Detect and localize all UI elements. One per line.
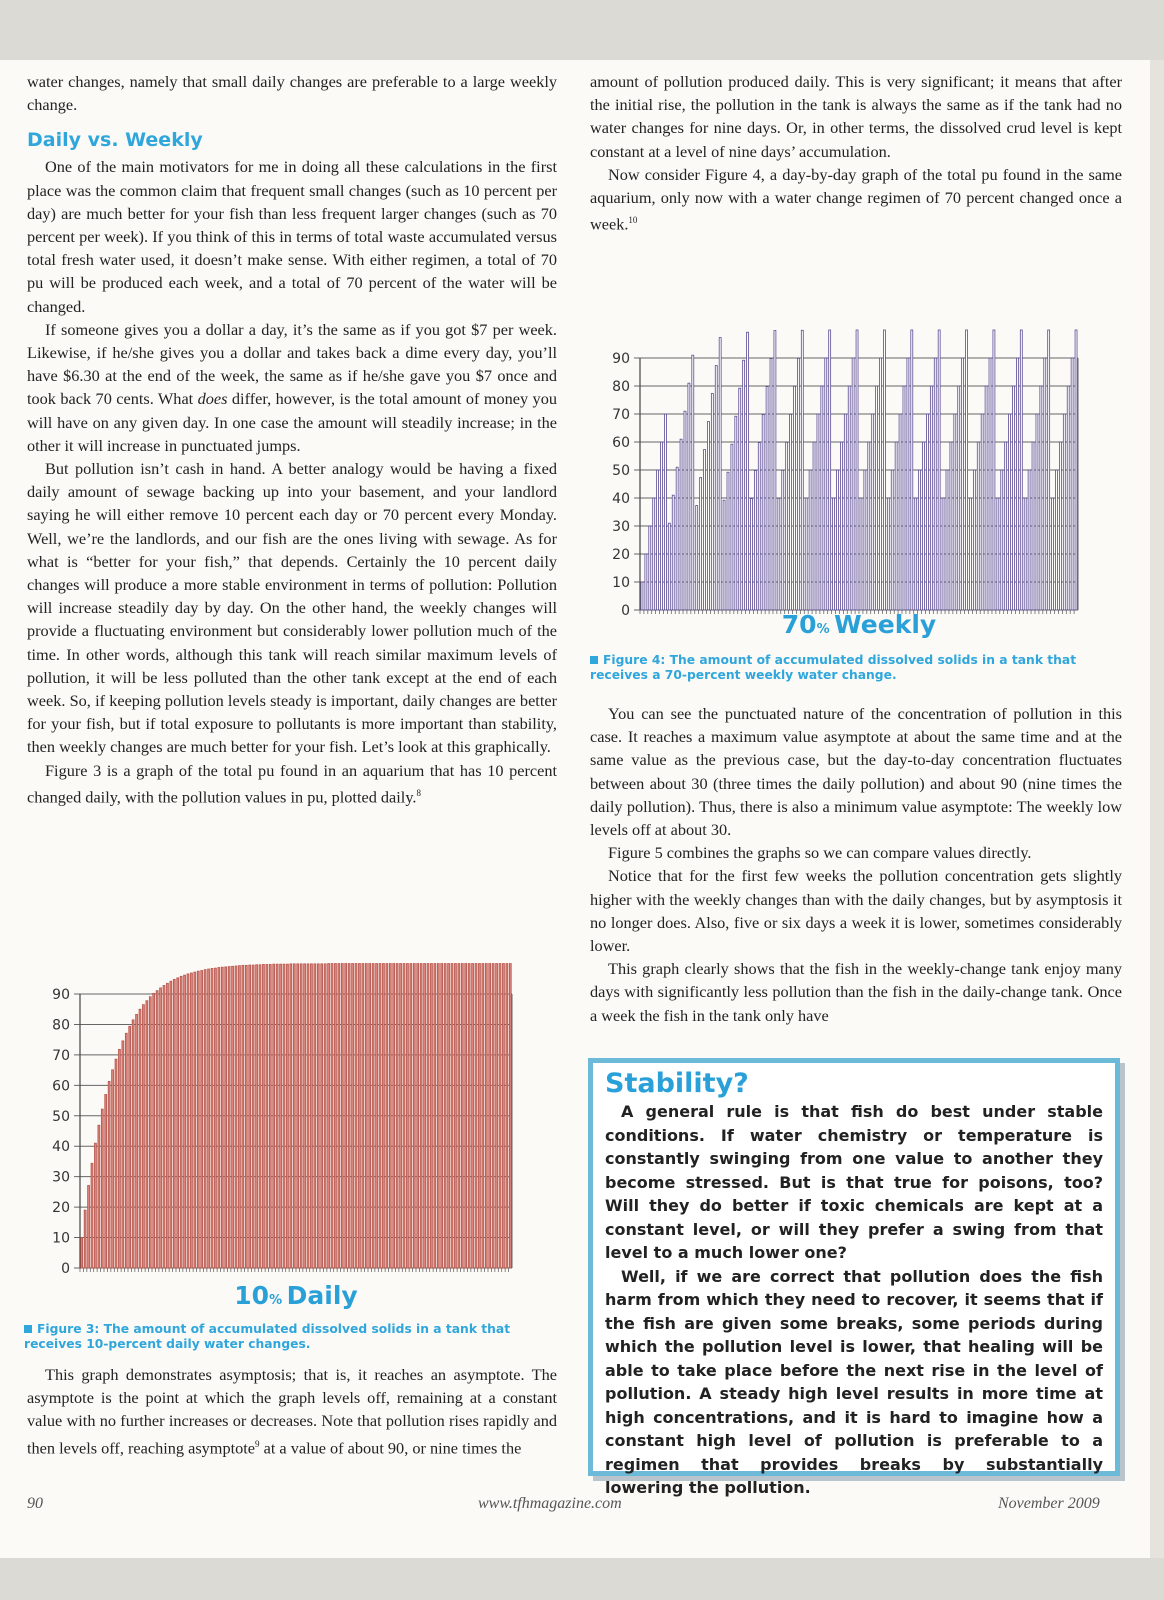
bar (472, 964, 474, 1268)
y-tick-label: 20 (52, 1200, 70, 1217)
bar (427, 964, 429, 1268)
bar (208, 969, 210, 1268)
bar (852, 358, 854, 610)
bar (225, 967, 227, 1268)
bar (352, 964, 354, 1268)
bar (276, 964, 278, 1268)
right-paragraph-4: Notice that for the first few weeks the pollution concentration gets slightly higher with the weekly changes than with the daily changes, but by asymptosis it no longer does. Also, five or six days a week it is lower, sometimes considerably lower. (590, 866, 1122, 956)
bar (778, 498, 780, 610)
bar (641, 582, 643, 610)
bar (204, 970, 206, 1268)
bar (1048, 330, 1050, 610)
bar (160, 988, 162, 1268)
bar (502, 964, 504, 1268)
bar (758, 443, 760, 610)
bar (774, 331, 776, 610)
bar (424, 964, 426, 1268)
figure-4-svg (610, 345, 1120, 645)
bar (441, 964, 443, 1268)
figure-4-caption: Figure 4: The amount of accumulated dissolved solids in a tank that receives a 70-percent weekly water change. (590, 653, 1077, 682)
bar (304, 964, 306, 1268)
bar (719, 338, 721, 610)
bar (977, 442, 979, 610)
bar (184, 975, 186, 1268)
bar (132, 1020, 134, 1268)
bar (966, 330, 968, 610)
bar (211, 968, 213, 1268)
bar (283, 964, 285, 1268)
bar (454, 964, 456, 1268)
bar (1067, 386, 1069, 610)
bar (715, 366, 717, 610)
bar (129, 1026, 131, 1268)
bar (105, 1094, 107, 1268)
bar (228, 967, 230, 1268)
bar (465, 964, 467, 1268)
bar (376, 964, 378, 1268)
bar (903, 386, 905, 610)
right-paragraph-2: You can see the punctuated nature of the concentration of pollution in this case. It reaches a maximum value asymptote at about the same time and at the same value as the previous case, but the day-to-day concentration fluctuates between about 30 (three times the daily pollution) and about 90 (nine times the daily pollution). Thus, there is also a minimum value asymptote: The weekly low levels off at about 30. (590, 704, 1122, 840)
left-column-bottom (27, 1363, 557, 1459)
bar (475, 964, 477, 1268)
bar (809, 470, 811, 610)
y-tick-label: 50 (612, 463, 630, 479)
bar (1040, 386, 1042, 610)
bar (156, 991, 158, 1268)
bar (386, 964, 388, 1268)
bar (232, 966, 234, 1268)
bar (153, 993, 155, 1268)
bar (786, 442, 788, 610)
bar (676, 467, 678, 610)
bar (790, 414, 792, 610)
bar (645, 554, 647, 610)
bar (766, 387, 768, 610)
bar (1071, 358, 1073, 610)
bar (314, 964, 316, 1268)
bar (81, 1238, 83, 1268)
bar (661, 442, 663, 610)
bar (509, 964, 511, 1268)
bar (468, 964, 470, 1268)
bar (915, 498, 917, 610)
bar (406, 964, 408, 1268)
bar (451, 964, 453, 1268)
bar (434, 964, 436, 1268)
y-tick-label: 30 (612, 519, 630, 535)
bar (1036, 414, 1038, 610)
caption-marker-icon (590, 656, 598, 664)
bar (899, 414, 901, 610)
sidebar-paragraph-1: A general rule is that fish do best under stable conditions. If water chemistry or temperature is constantly swinging from one value to another they become stressed. But is that true for poisons, too? Will they do better if toxic chemicals are kept at a constant level, or will they prefer a swing from that level to a much lower one? (605, 1102, 1103, 1262)
bar (829, 330, 831, 610)
bar (266, 964, 268, 1268)
right-paragraph-5: This graph clearly shows that the fish in the weekly-change tank enjoy many days with significantly less pollution than the fish in the daily-change tank. Once a week the fish in the tank only have (590, 959, 1122, 1025)
bar (238, 966, 240, 1268)
bar (269, 964, 271, 1268)
sidebar-title: Stability? (605, 1068, 749, 1099)
bar (307, 964, 309, 1268)
bar (891, 470, 893, 610)
bar (664, 414, 666, 610)
right-paragraph-1: Now consider Figure 4, a day-by-day graph of the total pu found in the same aquarium, only now with a water change regimen of 70 percent changed once a week.$^{10}$ (590, 164, 1122, 234)
bar (739, 388, 741, 610)
bar (341, 964, 343, 1268)
bar (1044, 358, 1046, 610)
bar (876, 386, 878, 610)
bar (317, 964, 319, 1268)
bar (458, 964, 460, 1268)
figure-3-chart (22, 976, 562, 1311)
sidebar-paragraph-2: Well, if we are correct that pollution does the fish harm from which they need to recover, it seems that if the fish are given some breaks, some periods during which the pollution level is lower, that healing will be able to take place before the next rise in the level of pollution. A steady high level results in more time at high concentrations, and it is hard to imagine how a constant high level of pollution is preferable to a regimen that provides breaks by substantially lowering the pollution. (605, 1266, 1103, 1497)
bar (1016, 358, 1018, 610)
bar (396, 964, 398, 1268)
bar (293, 964, 295, 1268)
bar (848, 386, 850, 610)
bar (1028, 470, 1030, 610)
bar (382, 964, 384, 1268)
bar (926, 414, 928, 610)
stability-sidebar (588, 1058, 1120, 1497)
bar (139, 1009, 141, 1268)
bar (122, 1041, 124, 1268)
caption-marker-icon (24, 1325, 32, 1333)
bar (1032, 442, 1034, 610)
bar (413, 964, 415, 1268)
bar (482, 964, 484, 1268)
bar (1001, 470, 1003, 610)
left-paragraph-5: This graph demonstrates asymptosis; that is, it reaches an asymptote. The asymptote is the point at which the graph levels off, remaining at a constant value with no further increases or decreases. Note that pollution rises rapidly and then levels off, reaching asymptote$^9$ at a value of about 90, or nine times the (27, 1365, 557, 1458)
bar (170, 981, 172, 1268)
bar (101, 1109, 103, 1268)
bar (328, 964, 330, 1268)
bar (249, 965, 251, 1268)
figure-3-caption: Figure 3: The amount of accumulated dissolved solids in a tank that receives 10-percent daily water changes. (24, 1322, 511, 1351)
bar (290, 964, 292, 1268)
bar (833, 498, 835, 610)
y-tick-label: 90 (52, 987, 70, 1003)
left-column (27, 70, 557, 809)
bar (782, 470, 784, 610)
y-tick-label: 60 (612, 435, 630, 451)
bar (864, 470, 866, 610)
bar (297, 964, 299, 1268)
bar (973, 470, 975, 610)
y-tick-label: 20 (612, 547, 630, 563)
bar (805, 498, 807, 610)
bar (400, 964, 402, 1268)
chart-series-label: 70% Weekly (781, 610, 937, 639)
bar (1012, 386, 1014, 610)
bar (668, 523, 670, 610)
bar (727, 472, 729, 610)
bar (1020, 330, 1022, 610)
bar (680, 439, 682, 610)
bar (214, 968, 216, 1268)
bar (692, 355, 694, 610)
bar (362, 964, 364, 1268)
section-heading: Daily vs. Weekly (27, 129, 203, 152)
bar (754, 471, 756, 610)
bar (950, 442, 952, 610)
y-tick-label: 50 (52, 1108, 70, 1125)
y-tick-label: 70 (52, 1047, 70, 1064)
y-tick-label: 10 (52, 1230, 70, 1247)
bar (492, 964, 494, 1268)
bar (684, 411, 686, 610)
bar (649, 526, 651, 610)
bar (696, 506, 698, 610)
y-tick-label: 10 (612, 575, 630, 591)
bar (762, 415, 764, 610)
bar (194, 972, 196, 1268)
bar (88, 1185, 90, 1268)
bar (338, 964, 340, 1268)
bar (485, 964, 487, 1268)
bar (506, 964, 508, 1268)
bar (985, 386, 987, 610)
bar (997, 498, 999, 610)
bar (197, 971, 199, 1268)
bar (379, 964, 381, 1268)
bar (653, 498, 655, 610)
bar (499, 964, 501, 1268)
bar (365, 964, 367, 1268)
bar (1009, 414, 1011, 610)
y-tick-label: 40 (612, 491, 630, 507)
right-column-top (590, 70, 1122, 236)
bar (981, 414, 983, 610)
chart-series-label: 10% Daily (234, 1281, 358, 1310)
bar (242, 965, 244, 1268)
website-url: www.tfhmagazine.com (478, 1495, 622, 1512)
bar (934, 358, 936, 610)
figure-3-svg (22, 976, 562, 1311)
bar (907, 358, 909, 610)
bar (461, 964, 463, 1268)
bar (235, 966, 237, 1268)
right-paragraph-3: Figure 5 combines the graphs so we can compare values directly. (608, 843, 1032, 863)
bar (324, 964, 326, 1268)
right-column-bottom (590, 702, 1122, 1027)
bar (448, 964, 450, 1268)
bar (911, 330, 913, 610)
bar (221, 967, 223, 1268)
figure-4-chart (610, 345, 1120, 645)
bar (1059, 442, 1061, 610)
bar (817, 414, 819, 610)
bar (259, 965, 261, 1268)
bar (672, 495, 674, 610)
bar (190, 973, 192, 1268)
bar (946, 470, 948, 610)
bar (262, 964, 264, 1268)
bar (930, 386, 932, 610)
bar (273, 964, 275, 1268)
bar (444, 964, 446, 1268)
bar (177, 978, 179, 1268)
binding-edge (1150, 60, 1164, 1558)
y-tick-label: 90 (612, 351, 630, 367)
bar (1024, 498, 1026, 610)
bar (218, 968, 220, 1268)
bar (860, 498, 862, 610)
bar (797, 358, 799, 610)
bar (173, 979, 175, 1268)
bar (813, 442, 815, 610)
bar (118, 1049, 120, 1268)
bar (731, 444, 733, 610)
left-paragraph-0: water changes, namely that small daily changes are preferable to a large weekly change. (27, 72, 557, 115)
bar (707, 422, 709, 610)
bar (369, 964, 371, 1268)
bar (94, 1143, 96, 1268)
bar (1052, 498, 1054, 610)
bar (837, 470, 839, 610)
bar (969, 498, 971, 610)
bar (142, 1005, 144, 1268)
bar (334, 964, 336, 1268)
bar (770, 359, 772, 610)
bar (750, 499, 752, 610)
y-tick-label: 30 (52, 1169, 70, 1186)
bar (840, 442, 842, 610)
bar (300, 964, 302, 1268)
bar (942, 498, 944, 610)
left-paragraph-1: One of the main motivators for me in doing all these calculations in the first place was the common claim that frequent small changes (such as 10 percent per day) are much better for your fish than less frequent larger changes (such as 70 percent per week). If you think of this in terms of total waste accumulated versus total fresh water used, it doesn’t make sense. With either regimen, a total of 70 pu will be produced each week, and a total of 70 percent of the water will be changed. (27, 157, 557, 316)
y-tick-label: 70 (612, 407, 630, 423)
bar (489, 964, 491, 1268)
bar (735, 416, 737, 610)
bar (747, 332, 749, 610)
bar (711, 394, 713, 610)
bar (149, 997, 151, 1268)
bar (887, 498, 889, 610)
bar (331, 964, 333, 1268)
bar (201, 971, 203, 1268)
bar (704, 450, 706, 610)
bar (348, 964, 350, 1268)
bar (821, 386, 823, 610)
bar (954, 414, 956, 610)
bar (801, 330, 803, 610)
y-tick-label: 0 (621, 603, 630, 619)
bar (743, 360, 745, 610)
bar (112, 1070, 114, 1268)
bar (437, 964, 439, 1268)
bar (187, 974, 189, 1268)
bar (98, 1125, 100, 1268)
issue-date: November 2009 (998, 1495, 1100, 1512)
bar (355, 964, 357, 1268)
bar (345, 964, 347, 1268)
bar (310, 964, 312, 1268)
bar (657, 470, 659, 610)
bar (108, 1081, 110, 1268)
bar (389, 964, 391, 1268)
left-paragraph-4: Figure 3 is a graph of the total pu found in an aquarium that has 10 percent changed daily, with the pollution values in pu, plotted daily.$^8$ (27, 760, 557, 807)
bar (84, 1210, 86, 1268)
bar (1005, 442, 1007, 610)
bar (723, 500, 725, 610)
y-tick-label: 0 (61, 1261, 70, 1277)
bar (895, 442, 897, 610)
bar (825, 358, 827, 610)
bar (146, 1001, 148, 1268)
bar (868, 442, 870, 610)
bar (358, 964, 360, 1268)
bar (883, 330, 885, 610)
bar (125, 1033, 127, 1268)
y-tick-label: 40 (52, 1139, 70, 1156)
bar (372, 964, 374, 1268)
bar (410, 964, 412, 1268)
left-paragraph-3: But pollution isn’t cash in hand. A better analogy would be having a fixed daily amount of sewage backing up into your basement, and your landlord saying he will either remove 10 percent each day or 70 percent every Monday. Well, we’re the landlords, and our fish are the ones living with sewage. As for what is “better for your fish,” that depends. Certainly the 10 percent daily changes will produce a more stable environment in terms of pollution: Pollution will increase steadily day by day. On the other hand, the weekly changes will provide a fluctuating environment but considerably lower pollution much of the time. In other words, although this tank will reach similar maximum levels of pollution, it will be less polluted than the other tank except at the end of each week. So, if keeping pollution levels steady is important, daily changes are better for your fish, but if total exposure to pollutants is more important than stability, then weekly changes are much better for your fish. Let’s look at this graphically. (27, 459, 557, 757)
bar (286, 964, 288, 1268)
sidebar-body (593, 1100, 1115, 1500)
y-tick-label: 80 (52, 1017, 70, 1034)
bar (321, 964, 323, 1268)
bar (430, 964, 432, 1268)
bar (989, 358, 991, 610)
bar (245, 965, 247, 1268)
bar (700, 478, 702, 610)
bar (962, 358, 964, 610)
bar (496, 964, 498, 1268)
bar (688, 383, 690, 610)
bar (993, 330, 995, 610)
bar (856, 330, 858, 610)
bar (136, 1014, 138, 1268)
bar (844, 414, 846, 610)
bar (252, 965, 254, 1268)
right-paragraph-0: amount of pollution produced daily. This is very significant; it means that after the initial rise, the pollution in the tank is always the same as if the tank had no water changes for nine days. Or, in other terms, the dissolved crud level is kept constant at a level of nine days’ accumulation. (590, 72, 1122, 161)
page-number: 90 (27, 1495, 43, 1512)
bar (478, 964, 480, 1268)
bar (403, 964, 405, 1268)
bar (793, 386, 795, 610)
bar (880, 358, 882, 610)
bar (115, 1059, 117, 1268)
bar (166, 983, 168, 1268)
bar (180, 976, 182, 1268)
bar (91, 1163, 93, 1268)
y-tick-label: 80 (612, 379, 630, 395)
bar (417, 964, 419, 1268)
bar (420, 964, 422, 1268)
bar (393, 964, 395, 1268)
bar (256, 965, 258, 1268)
bar (919, 470, 921, 610)
bar (872, 414, 874, 610)
y-tick-label: 60 (52, 1078, 70, 1095)
bar (280, 964, 282, 1268)
bar (938, 330, 940, 610)
bar (1056, 470, 1058, 610)
bar (923, 442, 925, 610)
bar (958, 386, 960, 610)
bar (1063, 414, 1065, 610)
bar (1075, 330, 1077, 610)
left-paragraph-2: If someone gives you a dollar a day, it’s the same as if you got $7 per week. Likewise, if he/she gives you a dollar and takes back a dime every day, you’ll have $6.30 at the end of the week, the same as if he/she gave you $7 once and took back 70 cents. What does differ, however, is the total amount of money you will have on any given day. In one case the amount will steadily increase; in the other it will increase in punctuated jumps. (27, 319, 557, 455)
bar (163, 985, 165, 1268)
